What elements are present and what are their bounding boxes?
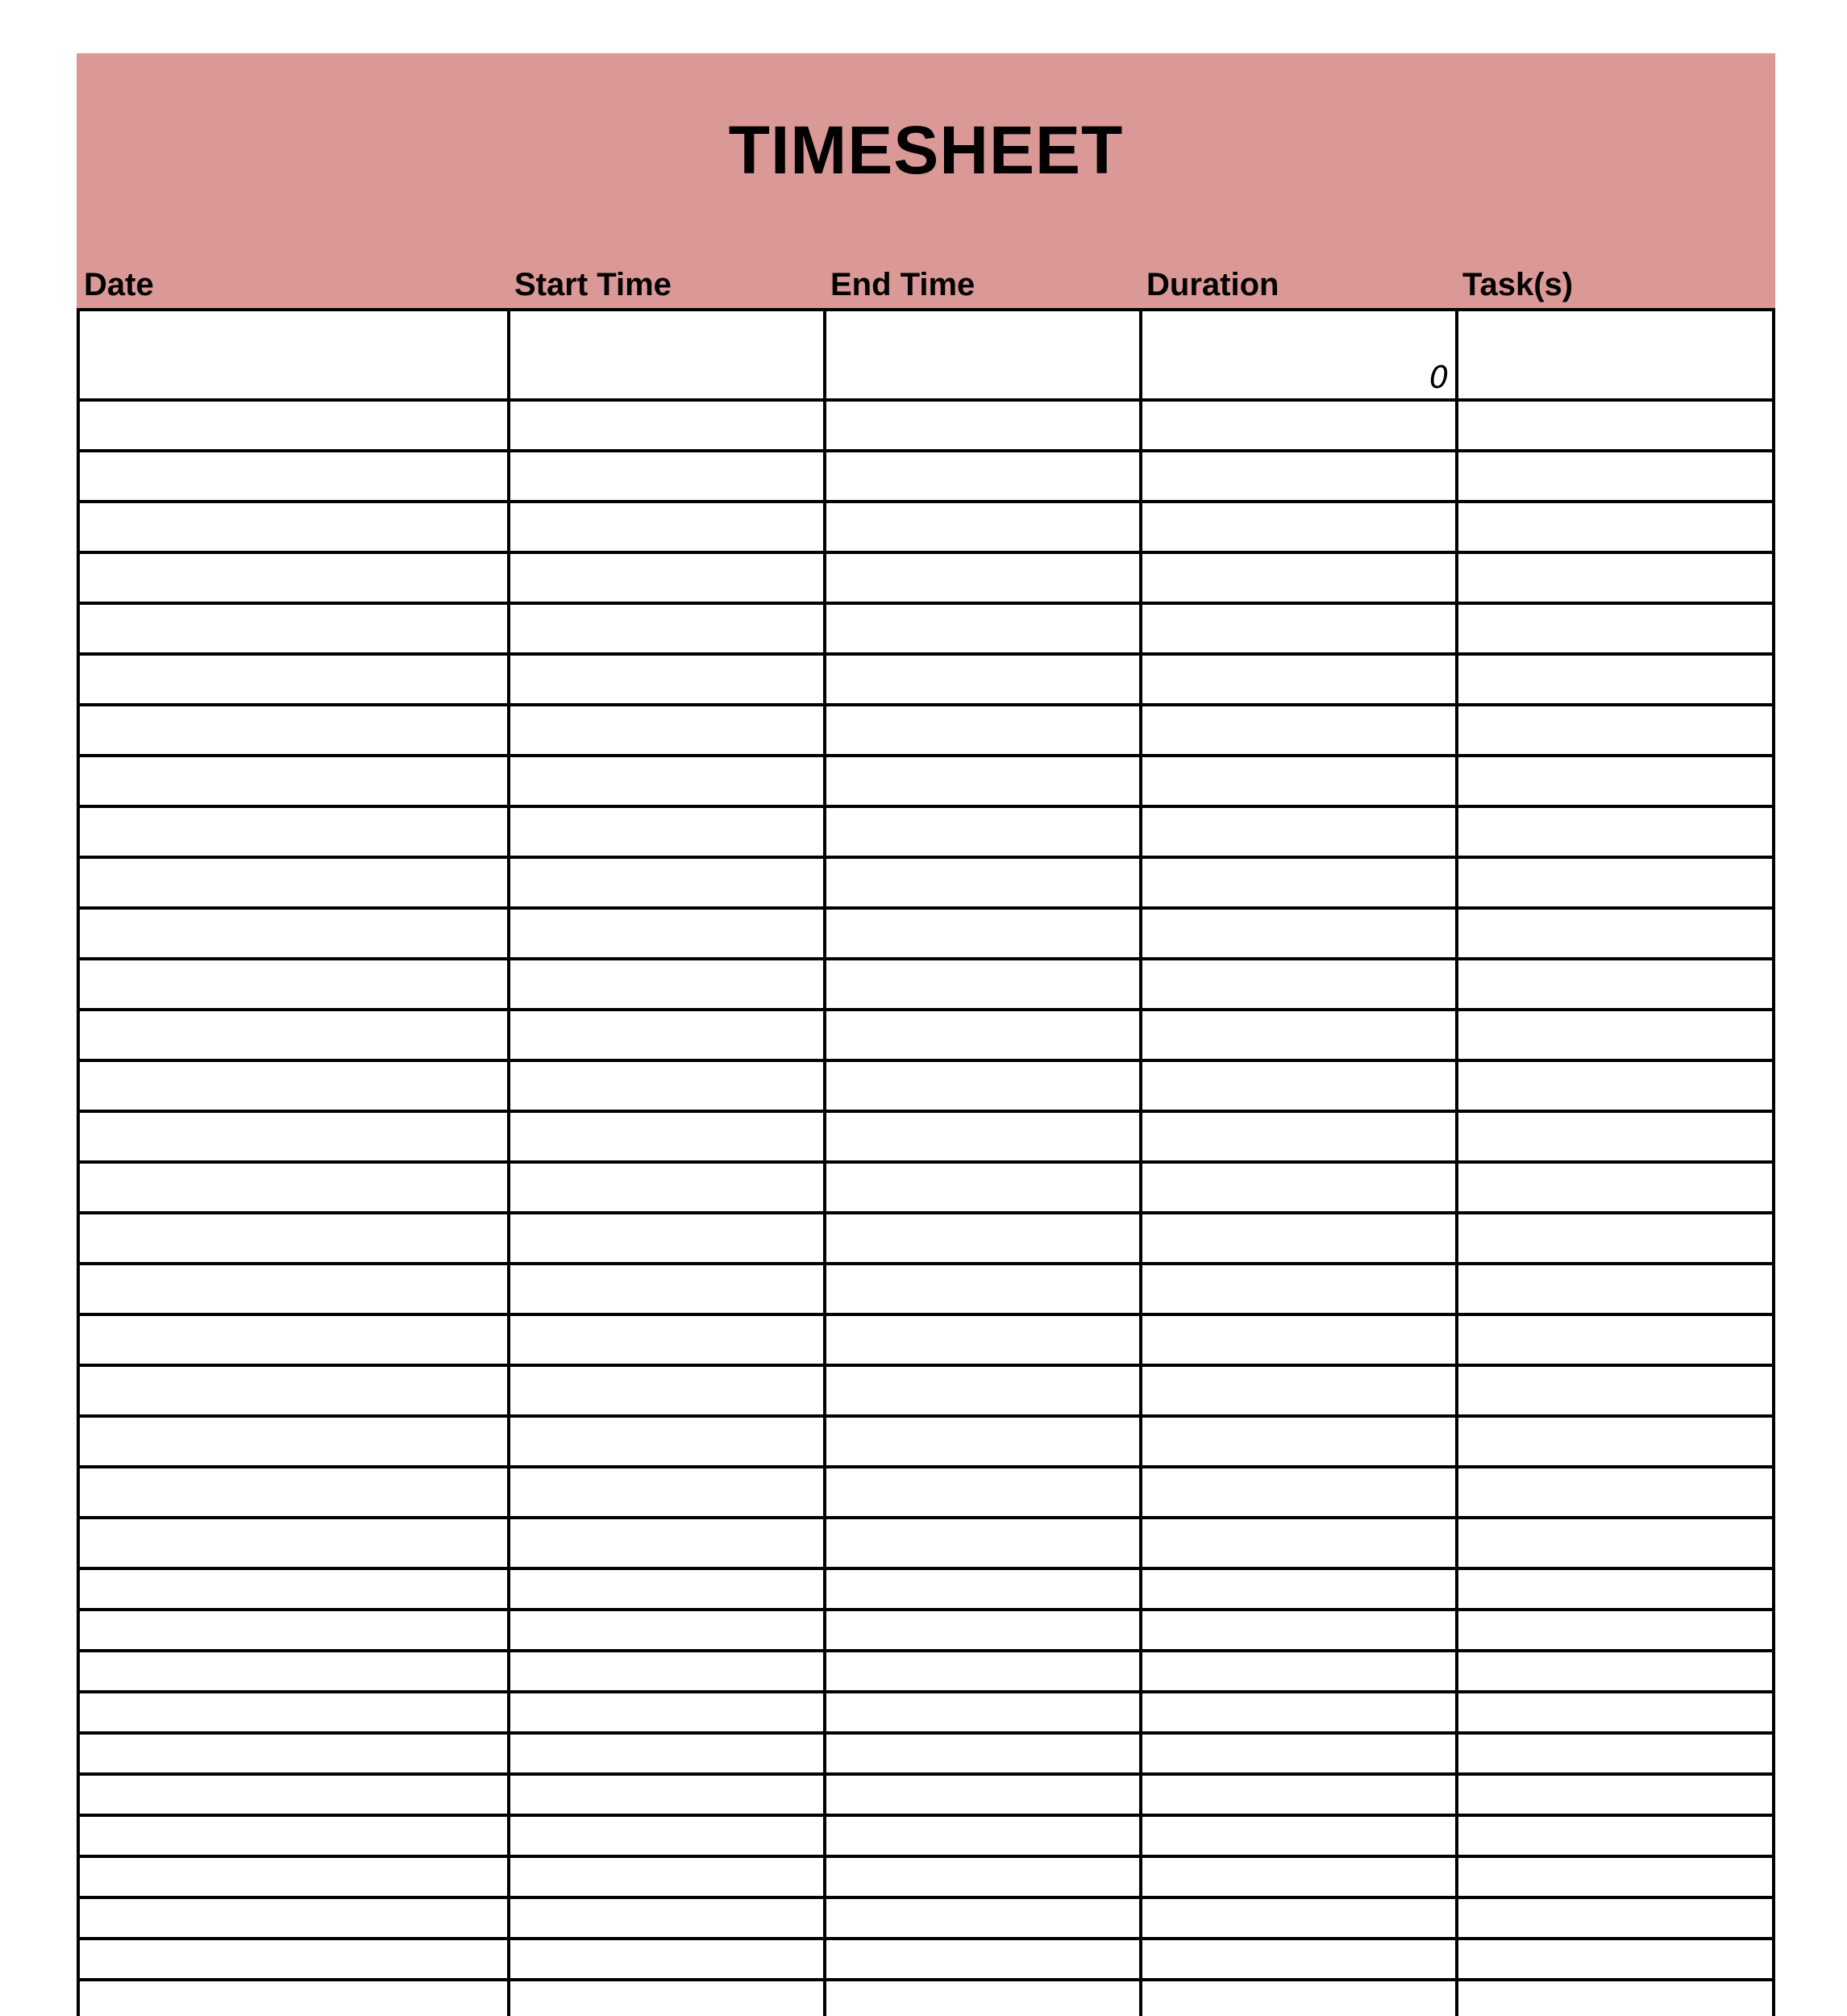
cell-end-time[interactable] <box>823 452 1139 500</box>
cell-duration[interactable] <box>1139 503 1455 551</box>
cell-tasks[interactable] <box>1455 402 1775 449</box>
cell-date[interactable] <box>77 554 507 602</box>
table-row <box>77 910 1775 960</box>
cell-date[interactable] <box>77 605 507 652</box>
cell-date[interactable] <box>77 1265 507 1313</box>
cell-tasks[interactable] <box>1455 503 1775 551</box>
cell-start-time[interactable] <box>507 859 823 906</box>
cell-start-time[interactable] <box>507 1776 823 1814</box>
cell-tasks[interactable] <box>1455 1776 1775 1814</box>
table-row <box>77 311 1775 402</box>
cell-end-time[interactable] <box>823 1899 1139 1937</box>
cell-duration[interactable] <box>1139 656 1455 703</box>
cell-start-time[interactable] <box>507 1735 823 1772</box>
cell-end-time[interactable] <box>823 1817 1139 1855</box>
cell-start-time[interactable] <box>507 1316 823 1364</box>
table-row <box>77 1940 1775 1981</box>
cell-duration[interactable] <box>1139 1899 1455 1937</box>
cell-tasks[interactable] <box>1455 1817 1775 1855</box>
cell-duration[interactable] <box>1139 1164 1455 1211</box>
cell-duration[interactable] <box>1139 452 1455 500</box>
cell-duration[interactable] <box>1139 1062 1455 1110</box>
cell-end-time[interactable] <box>823 1570 1139 1608</box>
cell-tasks[interactable] <box>1455 1899 1775 1937</box>
cell-tasks[interactable] <box>1455 656 1775 703</box>
cell-duration[interactable] <box>1139 554 1455 602</box>
cell-duration[interactable] <box>1139 960 1455 1008</box>
cell-duration[interactable] <box>1139 706 1455 754</box>
cell-duration[interactable] <box>1139 1316 1455 1364</box>
cell-end-time[interactable] <box>823 1519 1139 1567</box>
cell-end-time[interactable] <box>823 960 1139 1008</box>
cell-duration[interactable] <box>1139 1265 1455 1313</box>
cell-end-time[interactable] <box>823 554 1139 602</box>
cell-start-time[interactable] <box>507 1367 823 1414</box>
cell-tasks[interactable] <box>1455 1570 1775 1608</box>
cell-end-time[interactable] <box>823 1316 1139 1364</box>
cell-tasks[interactable] <box>1455 1214 1775 1262</box>
cell-end-time[interactable] <box>823 910 1139 957</box>
cell-start-time[interactable] <box>507 1062 823 1110</box>
column-header-duration: Duration <box>1146 267 1279 302</box>
cell-duration[interactable] <box>1139 1011 1455 1059</box>
table-row <box>77 1570 1775 1611</box>
cell-end-time[interactable] <box>823 1652 1139 1690</box>
cell-date[interactable] <box>77 452 507 500</box>
cell-date[interactable] <box>77 1652 507 1690</box>
cell-tasks[interactable] <box>1455 1418 1775 1465</box>
cell-tasks[interactable] <box>1455 554 1775 602</box>
cell-start-time[interactable] <box>507 1468 823 1516</box>
cell-date[interactable] <box>77 808 507 856</box>
cell-date[interactable] <box>77 1940 507 1978</box>
cell-end-time[interactable] <box>823 808 1139 856</box>
cell-start-time[interactable] <box>507 706 823 754</box>
table-row <box>77 808 1775 859</box>
table-row <box>77 1693 1775 1735</box>
cell-start-time[interactable] <box>507 1570 823 1608</box>
cell-duration[interactable] <box>1139 1367 1455 1414</box>
cell-date[interactable] <box>77 1214 507 1262</box>
cell-tasks[interactable] <box>1455 960 1775 1008</box>
cell-end-time[interactable] <box>823 1418 1139 1465</box>
cell-start-time[interactable] <box>507 1265 823 1313</box>
table-row <box>77 656 1775 706</box>
table-row <box>77 1519 1775 1570</box>
timesheet <box>77 53 1775 2016</box>
cell-start-time[interactable] <box>507 757 823 805</box>
duration-value: 0 <box>1429 360 1449 395</box>
cell-end-time[interactable] <box>823 1113 1139 1160</box>
table-row <box>77 706 1775 757</box>
cell-start-time[interactable] <box>507 1817 823 1855</box>
column-header-end-time: End Time <box>830 267 975 302</box>
cell-tasks[interactable] <box>1455 1735 1775 1772</box>
cell-start-time[interactable] <box>507 910 823 957</box>
cell-start-time[interactable] <box>507 503 823 551</box>
cell-start-time[interactable] <box>507 960 823 1008</box>
cell-date[interactable] <box>77 1693 507 1731</box>
cell-end-time[interactable] <box>823 503 1139 551</box>
cell-duration[interactable] <box>1139 1817 1455 1855</box>
cell-end-time[interactable] <box>823 656 1139 703</box>
cell-tasks[interactable] <box>1455 1981 1775 2016</box>
cell-duration[interactable] <box>1139 1652 1455 1690</box>
cell-duration[interactable] <box>1139 1940 1455 1978</box>
cell-end-time[interactable] <box>823 1214 1139 1262</box>
cell-start-time[interactable] <box>507 1940 823 1978</box>
cell-start-time[interactable] <box>507 808 823 856</box>
cell-tasks[interactable] <box>1455 859 1775 906</box>
cell-start-time[interactable] <box>507 311 823 398</box>
table-row <box>77 960 1775 1011</box>
cell-tasks[interactable] <box>1455 1652 1775 1690</box>
cell-tasks[interactable] <box>1455 1011 1775 1059</box>
table-row <box>77 757 1775 808</box>
cell-end-time[interactable] <box>823 706 1139 754</box>
table-row <box>77 1899 1775 1940</box>
cell-date[interactable] <box>77 1981 507 2016</box>
cell-end-time[interactable] <box>823 1981 1139 2016</box>
table-row <box>77 503 1775 554</box>
cell-duration[interactable] <box>1139 910 1455 957</box>
cell-start-time[interactable] <box>507 452 823 500</box>
cell-tasks[interactable] <box>1455 910 1775 957</box>
cell-start-time[interactable] <box>507 1011 823 1059</box>
table-row <box>77 1062 1775 1113</box>
cell-duration[interactable] <box>1139 1113 1455 1160</box>
cell-date[interactable] <box>77 311 507 398</box>
cell-tasks[interactable] <box>1455 1858 1775 1896</box>
cell-date[interactable] <box>77 402 507 449</box>
column-header-tasks: Task(s) <box>1462 267 1574 302</box>
cell-start-time[interactable] <box>507 1113 823 1160</box>
table-row <box>77 554 1775 605</box>
cell-end-time[interactable] <box>823 1735 1139 1772</box>
cell-end-time[interactable] <box>823 311 1139 398</box>
cell-start-time[interactable] <box>507 402 823 449</box>
cell-duration[interactable] <box>1139 402 1455 449</box>
cell-date[interactable] <box>77 1611 507 1649</box>
cell-date[interactable] <box>77 1776 507 1814</box>
cell-start-time[interactable] <box>507 554 823 602</box>
cell-duration[interactable] <box>1139 1468 1455 1516</box>
cell-duration[interactable] <box>1139 1611 1455 1649</box>
cell-end-time[interactable] <box>823 1611 1139 1649</box>
cell-date[interactable] <box>77 757 507 805</box>
cell-duration[interactable] <box>1139 1735 1455 1772</box>
table-row <box>77 1113 1775 1164</box>
cell-date[interactable] <box>77 1164 507 1211</box>
table-row <box>77 402 1775 452</box>
cell-start-time[interactable] <box>507 1418 823 1465</box>
cell-tasks[interactable] <box>1455 706 1775 754</box>
cell-end-time[interactable] <box>823 1062 1139 1110</box>
cell-end-time[interactable] <box>823 1940 1139 1978</box>
cell-duration[interactable] <box>1139 1570 1455 1608</box>
table-row <box>77 1468 1775 1519</box>
column-header-date: Date <box>84 267 154 302</box>
cell-date[interactable] <box>77 1418 507 1465</box>
cell-end-time[interactable] <box>823 1776 1139 1814</box>
cell-start-time[interactable] <box>507 1858 823 1896</box>
cell-tasks[interactable] <box>1455 1113 1775 1160</box>
cell-end-time[interactable] <box>823 402 1139 449</box>
cell-tasks[interactable] <box>1455 452 1775 500</box>
table-row <box>77 1214 1775 1265</box>
table-row <box>77 1265 1775 1316</box>
cell-date[interactable] <box>77 859 507 906</box>
cell-tasks[interactable] <box>1455 808 1775 856</box>
cell-duration[interactable] <box>1139 1858 1455 1896</box>
cell-date[interactable] <box>77 1735 507 1772</box>
cell-duration[interactable] <box>1139 1214 1455 1262</box>
table-row <box>77 1981 1775 2016</box>
cell-date[interactable] <box>77 1570 507 1608</box>
cell-tasks[interactable] <box>1455 757 1775 805</box>
cell-date[interactable] <box>77 1011 507 1059</box>
table-row <box>77 1652 1775 1693</box>
cell-date[interactable] <box>77 1519 507 1567</box>
cell-duration[interactable] <box>1139 808 1455 856</box>
table-row <box>77 1011 1775 1062</box>
cell-duration[interactable] <box>1139 1981 1455 2016</box>
cell-start-time[interactable] <box>507 1611 823 1649</box>
column-header-start-time: Start Time <box>514 267 672 302</box>
table-row <box>77 1367 1775 1418</box>
cell-start-time[interactable] <box>507 1899 823 1937</box>
cell-start-time[interactable] <box>507 1214 823 1262</box>
cell-end-time[interactable] <box>823 757 1139 805</box>
cell-tasks[interactable] <box>1455 1062 1775 1110</box>
cell-end-time[interactable] <box>823 1011 1139 1059</box>
cell-date[interactable] <box>77 1113 507 1160</box>
page-title: TIMESHEET <box>728 112 1124 188</box>
cell-start-time[interactable] <box>507 1164 823 1211</box>
cell-date[interactable] <box>77 1367 507 1414</box>
table-row <box>77 452 1775 503</box>
table-row <box>77 1776 1775 1817</box>
cell-date[interactable] <box>77 1899 507 1937</box>
cell-end-time[interactable] <box>823 605 1139 652</box>
cell-date[interactable] <box>77 960 507 1008</box>
cell-end-time[interactable] <box>823 1164 1139 1211</box>
cell-date[interactable] <box>77 1316 507 1364</box>
table-row <box>77 1164 1775 1214</box>
table-row <box>77 1858 1775 1899</box>
cell-tasks[interactable] <box>1455 1940 1775 1978</box>
cell-tasks[interactable] <box>1455 311 1775 398</box>
cell-date[interactable] <box>77 656 507 703</box>
cell-end-time[interactable] <box>823 1693 1139 1731</box>
cell-tasks[interactable] <box>1455 1164 1775 1211</box>
cell-start-time[interactable] <box>507 1693 823 1731</box>
cell-tasks[interactable] <box>1455 1693 1775 1731</box>
table-row <box>77 1817 1775 1858</box>
cell-duration[interactable] <box>1139 859 1455 906</box>
cell-start-time[interactable] <box>507 605 823 652</box>
table-row <box>77 605 1775 656</box>
table-row <box>77 1316 1775 1367</box>
cell-tasks[interactable] <box>1455 605 1775 652</box>
cell-duration[interactable] <box>1139 1693 1455 1731</box>
cell-tasks[interactable] <box>1455 1367 1775 1414</box>
cell-duration[interactable] <box>1139 311 1455 398</box>
cell-tasks[interactable] <box>1455 1265 1775 1313</box>
cell-end-time[interactable] <box>823 1858 1139 1896</box>
cell-date[interactable] <box>77 1468 507 1516</box>
cell-duration[interactable] <box>1139 605 1455 652</box>
cell-tasks[interactable] <box>1455 1519 1775 1567</box>
cell-date[interactable] <box>77 706 507 754</box>
cell-date[interactable] <box>77 503 507 551</box>
table-row <box>77 1418 1775 1468</box>
cell-start-time[interactable] <box>507 656 823 703</box>
cell-duration[interactable] <box>1139 1418 1455 1465</box>
cell-duration[interactable] <box>1139 1776 1455 1814</box>
cell-start-time[interactable] <box>507 1652 823 1690</box>
table-row <box>77 1611 1775 1652</box>
cell-end-time[interactable] <box>823 1265 1139 1313</box>
table-row <box>77 859 1775 910</box>
cell-tasks[interactable] <box>1455 1468 1775 1516</box>
cell-end-time[interactable] <box>823 1468 1139 1516</box>
cell-tasks[interactable] <box>1455 1611 1775 1649</box>
cell-tasks[interactable] <box>1455 1316 1775 1364</box>
cell-date[interactable] <box>77 1858 507 1896</box>
cell-start-time[interactable] <box>507 1981 823 2016</box>
cell-end-time[interactable] <box>823 859 1139 906</box>
cell-date[interactable] <box>77 1062 507 1110</box>
cell-duration[interactable] <box>1139 757 1455 805</box>
table-row <box>77 1735 1775 1776</box>
cell-start-time[interactable] <box>507 1519 823 1567</box>
cell-duration[interactable] <box>1139 1519 1455 1567</box>
cell-date[interactable] <box>77 910 507 957</box>
timesheet-grid <box>77 308 1775 2016</box>
cell-date[interactable] <box>77 1817 507 1855</box>
cell-end-time[interactable] <box>823 1367 1139 1414</box>
header-band <box>77 53 1775 310</box>
